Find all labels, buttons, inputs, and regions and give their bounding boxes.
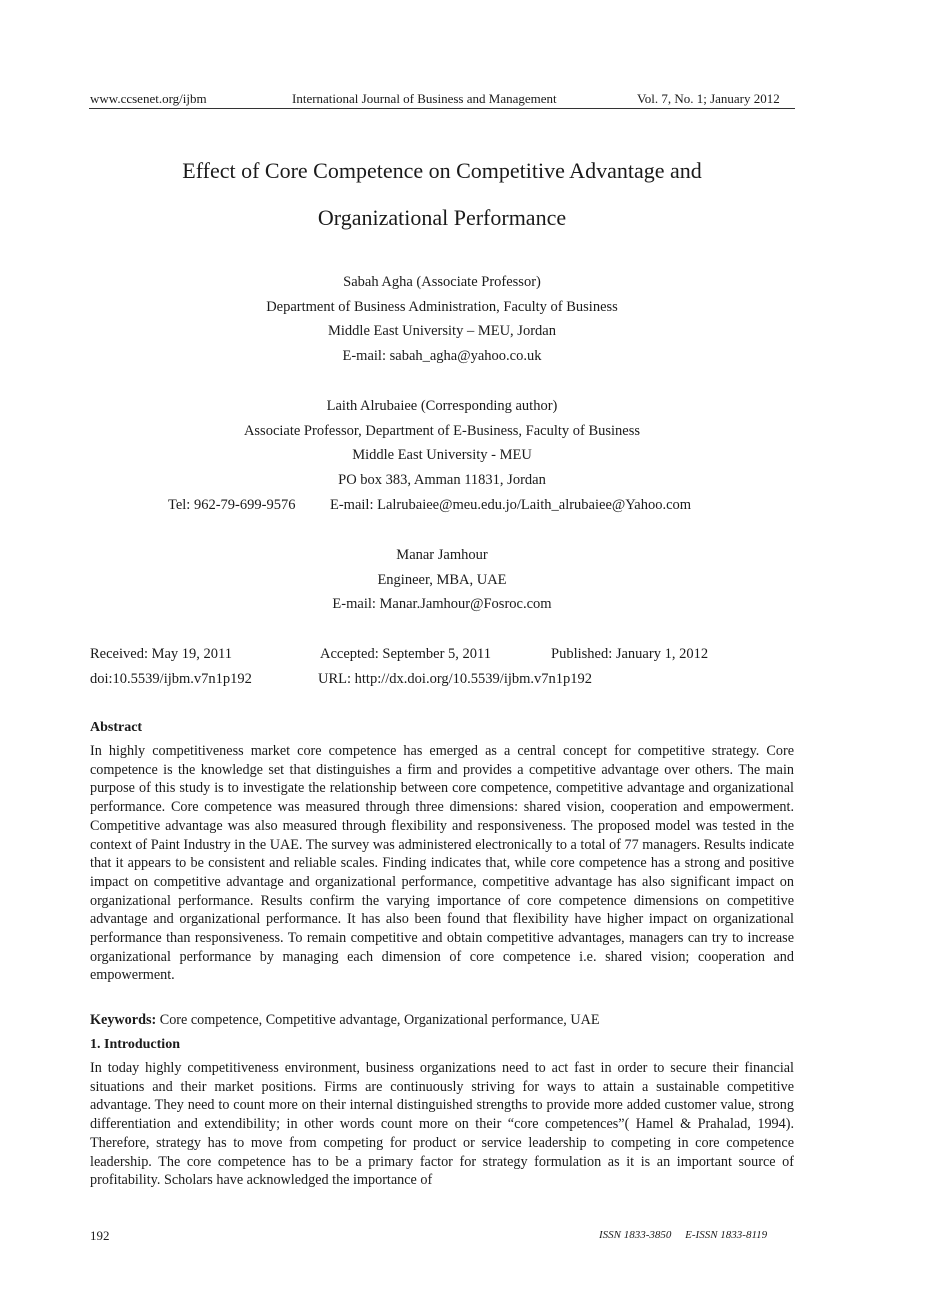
keywords-label: Keywords: (90, 1012, 157, 1028)
doi-url[interactable]: URL: http://dx.doi.org/10.5539/ijbm.v7n1p192 (318, 671, 593, 687)
received-date: Received: May 19, 2011 (90, 646, 233, 662)
author2-address: PO box 383, Amman 11831, Jordan (338, 472, 546, 488)
introduction-text: In today highly competitiveness environment, business organizations need to act fast in order to secure their financial situations and their market positions. Firms are continuously striving for ways to attain a sustainable competitive advantage. They need to count more on their internal distinguished strengths to provide more added customer value, strong differentiation and extendibility; in other words count more on their “core competences”( Hamel & Prahalad, 1994). Therefore, strategy has to move from competing for product or service leadership to competing in core competence leadership. The core competence has to be a primary factor for strategy formulation as it is an important source of profitability. Scholars have acknowledged the importance of (90, 1060, 794, 1189)
author2-tel: Tel: 962-79-699-9576 (168, 497, 296, 513)
keywords-text: Core competence, Competitive advantage, Organizational performance, UAE (156, 1012, 600, 1028)
author2-name: Laith Alrubaiee (Corresponding author) (326, 398, 558, 414)
author3-name: Manar Jamhour (396, 547, 488, 563)
abstract-heading: Abstract (90, 720, 143, 735)
header-volume: Vol. 7, No. 1; January 2012 (637, 91, 780, 106)
header-url[interactable]: www.ccsenet.org/ijbm (90, 91, 207, 106)
author3-title: Engineer, MBA, UAE (377, 572, 507, 588)
abstract-text: In highly competitiveness market core competence has emerged as a central concept for competitive strategy. Core competence is the knowledge set that distinguishes a firm and provides a competitive advantage over others. The main purpose of this study is to investigate the relationship between core competence, competitive advantage and organizational performance. Core competence was measured through three dimensions: shared vision, cooperation and empowerment. Competitive advantage was also measured through flexibility and responsiveness. The proposed model was tested in the context of Paint Industry in the UAE. The survey was administered electronically to a total of 77 managers. Results indicate that it appears to be consistent and reliable scales. Finding indicates that, while core competence has a strong and positive impact on competitive advantage and organizational performance, competitive advantage has also significant impact on organizational performance. Results confirm the varying importance of core competence dimensions on competitive advantage and organizational performance. It has also been found that flexibility have higher impact on organizational performance than responsiveness. To remain competitive and obtain competitive advantages, managers can try to increase organizational performance by managing each dimension of core competence i.e. shared vision; cooperation and empowerment. (90, 743, 794, 984)
introduction-heading: 1. Introduction (90, 1037, 180, 1052)
author2-department: Associate Professor, Department of E-Business, Faculty of Business (243, 423, 641, 439)
page-number: 192 (90, 1228, 110, 1243)
paper-title-line1: Effect of Core Competence on Competitive Advantage and (182, 158, 702, 183)
header-rule (89, 108, 795, 109)
published-date: Published: January 1, 2012 (551, 646, 709, 662)
author1-university: Middle East University – MEU, Jordan (328, 323, 556, 339)
paper-title-line2: Organizational Performance (317, 205, 567, 230)
footer-issn: ISSN 1833-3850 E-ISSN 1833-8119 (599, 1229, 768, 1241)
keywords (90, 1012, 600, 1029)
author1-department: Department of Business Administration, Faculty of Business (266, 299, 618, 315)
doi[interactable]: doi:10.5539/ijbm.v7n1p192 (90, 671, 252, 687)
author2-email[interactable]: E-mail: Lalrubaiee@meu.edu.jo/Laith_alrubaiee@Yahoo.com (330, 497, 692, 513)
author3-email[interactable]: E-mail: Manar.Jamhour@Fosroc.com (332, 596, 552, 612)
author1-name: Sabah Agha (Associate Professor) (343, 274, 541, 290)
author2-university: Middle East University - MEU (352, 447, 532, 463)
accepted-date: Accepted: September 5, 2011 (320, 646, 491, 662)
header-journal: International Journal of Business and Management (292, 91, 557, 106)
author1-email[interactable]: E-mail: sabah_agha@yahoo.co.uk (342, 348, 542, 364)
